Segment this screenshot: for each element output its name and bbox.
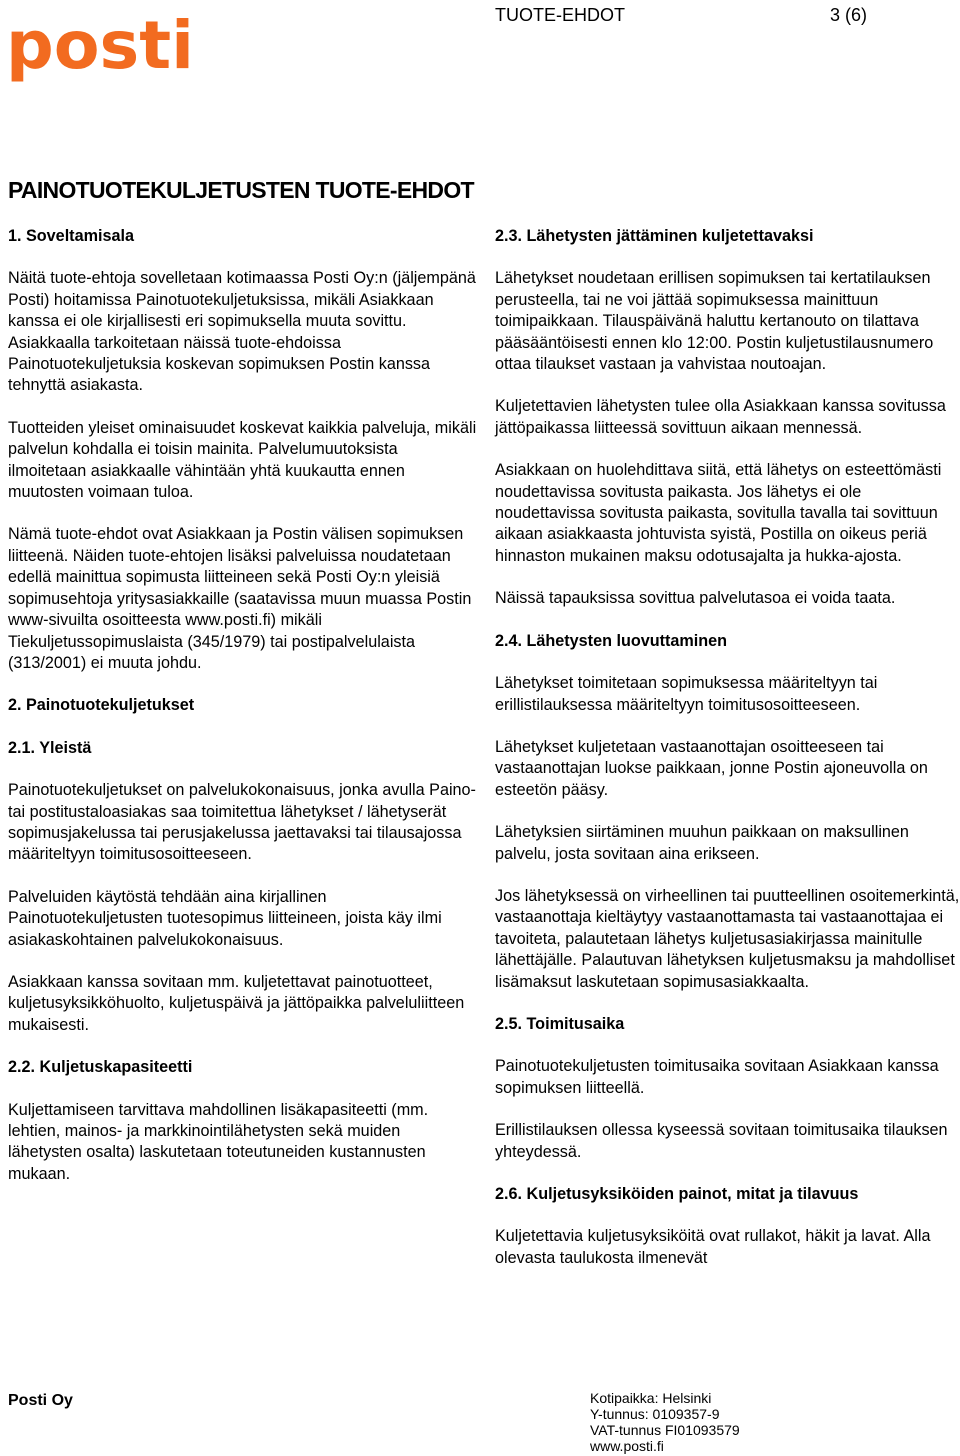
paragraph: Painotuotekuljetusten toimitusaika sovitaan Asiakkaan kanssa sopimuksen liitteellä. [495, 1057, 939, 1097]
paragraph: Jos lähetyksessä on virheellinen tai puutteellinen osoitemerkintä, vastaanottaja kieltäytyy vastaanottamasta tai vastaanottajaa ei tavoiteta, palautetaan lähetys kuljetusasiakirjassa mainitulle lähettäjälle. Palautuvan lähetyksen kuljetusmaksu ja mahdolliset lisämaksut laskutetaan sopimusasiakkaalta. [495, 886, 960, 991]
paragraph: Erillistilauksen ollessa kyseessä sovitaan toimitusaika tilauksen yhteydessä. [495, 1121, 948, 1161]
footer-company: Posti Oy [8, 1392, 73, 1409]
paragraph: Kuljetettavien lähetysten tulee olla Asiakkaan kanssa sovitussa jättöpaikassa liitteessä sovittuun aikaan mennessä. [495, 397, 946, 437]
section-heading: 2.4. Lähetysten luovuttaminen [495, 631, 728, 650]
paragraph: Lähetykset noudetaan erillisen sopimuksen tai kertatilauksen perusteella, tai ne voi jättää sopimuksessa mainittuun toimipaikkaan. Tilauspäivänä haluttu kertanouto on tilattava pääsääntöisesti ennen klo 12:00. Postin kuljetustilausnumero ottaa tilaukset vastaan ja vahvistaa noutoajan. [495, 269, 934, 374]
section-heading: 2.6. Kuljetusyksiköiden painot, mitat ja tilavuus [495, 1185, 859, 1203]
footer-business-id: Y-tunnus: 0109357-9 [590, 1406, 720, 1422]
posti-logo [6, 4, 198, 96]
paragraph: Näissä tapauksissa sovittua palvelutasoa ei voida taata. [495, 589, 896, 608]
left-column [8, 226, 478, 1206]
paragraph: Asiakkaan on huolehdittava siitä, että lähetys on esteettömästi noudettavissa sovitusta paikasta. Jos lähetys ei ole noudettavissa sovitusta paikasta, sovitulla tavalla tai sovittuun aikaan asiakkaasta johtuvista syistä, Postilla on oikeus periä hinnaston mukainen maksu odotusajalta ja hukka-ajosta. [495, 461, 942, 565]
footer-domicile: Kotipaikka: Helsinki [590, 1390, 712, 1406]
paragraph: Palveluiden käytöstä tehdään aina kirjallinen Painotuotekuljetusten tuotesopimus liitteineen, joista käy ilmi asiakaskohtainen palvelukokonaisuus. [8, 887, 442, 949]
section-heading: 1. Soveltamisala [8, 227, 134, 245]
paragraph: Näitä tuote-ehtoja sovelletaan kotimaassa Posti Oy:n (jäljempänä Posti) hoitamissa Painotuotekuljetuksissa, mikäli Asiakkaan kanssa ei ole kirjallisesti eri sopimuksella muuta sovittu. Asiakkaalla tarkoitetaan näissä tuote-ehdoissa Painotuotekuljetuksia koskevan sopimuksen Postin kanssa tehnyttä asiakasta. [8, 269, 476, 395]
page-number: 3 (6) [830, 5, 868, 25]
header-title: TUOTE-EHDOT [495, 5, 625, 25]
right-column [495, 226, 960, 1290]
paragraph: Painotuotekuljetukset on palvelukokonaisuus, jonka avulla Paino- tai postitustaloasiakas saa toimitettua lähetykset / lähetyserät sopimusjakelussa tai perusjakelussa jaettavaksi tai tilausajossa määriteltyyn toimitusosoitteeseen. [8, 781, 476, 864]
section-heading: 2.2. Kuljetuskapasiteetti [8, 1058, 193, 1077]
section-heading: 2.3. Lähetysten jättäminen kuljetettavaksi [495, 227, 814, 245]
section-heading: 2.1. Yleistä [8, 738, 92, 757]
paragraph: Kuljetettavia kuljetusyksiköitä ovat rullakot, häkit ja lavat. Alla olevasta taulukosta ilmenevät [495, 1227, 931, 1267]
paragraph: Tuotteiden yleiset ominaisuudet koskevat kaikkia palveluja, mikäli palvelun kohdalla ei toisin mainita. Palvelumuutoksista ilmoitetaan asiakkaalle vähintään yhtä kuukautta ennen muutosten voimaan tuloa. [8, 418, 477, 502]
footer-website: www.posti.fi [590, 1438, 664, 1454]
paragraph: Lähetyksien siirtäminen muuhun paikkaan on maksullinen palvelu, josta sovitaan aina erikseen. [495, 823, 909, 863]
footer-company-info [590, 1390, 740, 1454]
section-heading: 2. Painotuotekuljetukset [8, 696, 195, 715]
paragraph: Kuljettamiseen tarvittava mahdollinen lisäkapasiteetti (mm. lehtien, mainos- ja markkinointilähetysten sekä muiden lähetysten osalta) laskutetaan toteutuneiden kustannusten mukaan. [8, 1100, 429, 1183]
paragraph: Nämä tuote-ehdot ovat Asiakkaan ja Postin välisen sopimuksen liitteenä. Näiden tuote-ehtojen lisäksi palveluissa noudatetaan edellä mainittua sopimusta liitteineen sekä Posti Oy:n yleisiä sopimusehtoja yritysasiakkaille (saatavissa muun muassa Postin www-sivuilta osoitteesta www.posti.fi) mikäli Tiekuljetussopimuslaista (345/1979) tai postipalvelulaista (313/2001) ei muuta johdu. [8, 525, 472, 672]
paragraph: Asiakkaan kanssa sovitaan mm. kuljetettavat painotuotteet, kuljetusyksikköhuolto, kuljetuspäivä ja jättöpaikka palveluliitteen mukaisesti. [8, 972, 465, 1034]
paragraph: Lähetykset toimitetaan sopimuksessa määriteltyyn tai erillistilauksessa määriteltyyn toimitusosoitteeseen. [495, 674, 878, 714]
logo-text: posti [6, 7, 194, 84]
footer-vat-id: VAT-tunnus FI01093579 [590, 1422, 740, 1438]
document-title: PAINOTUOTEKULJETUSTEN TUOTE-EHDOT [8, 177, 474, 203]
paragraph: Lähetykset kuljetetaan vastaanottajan osoitteeseen tai vastaanottajan luokse paikkaan, jonne Postin ajoneuvolla on esteetön pääsy. [495, 737, 928, 799]
section-heading: 2.5. Toimitusaika [495, 1014, 625, 1033]
